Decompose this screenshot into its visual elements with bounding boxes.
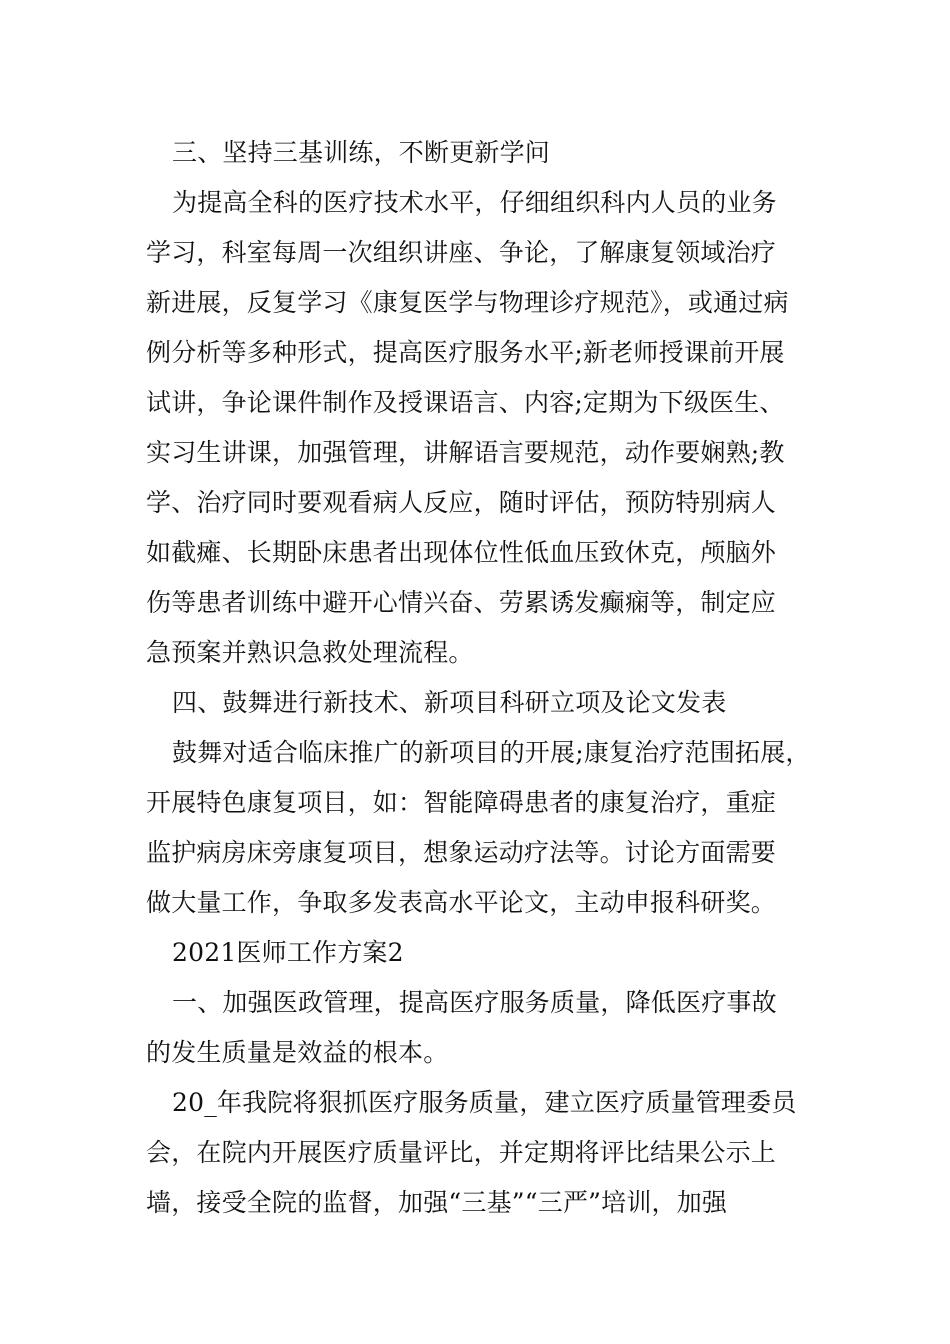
paragraph-line: 例分析等多种形式，提高医疗服务水平;新老师授课前开展	[146, 338, 785, 367]
paragraph-line: 伤等患者训练中避开心情兴奋、劳累诱发癫痫等，制定应	[146, 588, 777, 617]
paragraph-line: 开展特色康复项目，如：智能障碍患者的康复治疗，重症	[146, 788, 777, 817]
paragraph-line: 实习生讲课，加强管理，讲解语言要规范，动作要娴熟;教	[146, 438, 785, 467]
paragraph-line: 墙，接受全院的监督，加强“三基”“三严”培训，加强	[146, 1188, 728, 1217]
paragraph-line: 学、治疗同时要观看病人反应，随时评估，预防特别病人	[146, 488, 777, 517]
paragraph-line: 如截瘫、长期卧床患者出现体位性低血压致休克，颅脑外	[146, 538, 777, 567]
document-section-title: 2021医师工作方案2	[172, 938, 404, 967]
paragraph-line: 做大量工作，争取多发表高水平论文，主动申报科研奖。	[146, 888, 777, 917]
paragraph-line: 学习，科室每周一次组织讲座、争论，了解康复领域治疗	[146, 238, 777, 267]
paragraph-line: 试讲，争论课件制作及授课语言、内容;定期为下级医生、	[146, 388, 785, 417]
paragraph-line: 为提高全科的医疗技术水平，仔细组织科内人员的业务	[172, 188, 777, 217]
section-heading-1: 一、加强医政管理，提高医疗服务质量，降低医疗事故	[172, 988, 777, 1017]
paragraph-line: 监护病房床旁康复项目，想象运动疗法等。讨论方面需要	[146, 838, 777, 867]
section-heading-4: 四、鼓舞进行新技术、新项目科研立项及论文发表	[172, 688, 727, 717]
paragraph-line: 的发生质量是效益的根本。	[146, 1038, 449, 1067]
paragraph-line: 20_年我院将狠抓医疗服务质量，建立医疗质量管理委员	[172, 1088, 797, 1117]
paragraph-line: 新进展，反复学习《康复医学与物理诊疗规范》，或通过病	[146, 288, 789, 317]
section-heading-3: 三、坚持三基训练，不断更新学问	[172, 138, 551, 167]
paragraph-line: 急预案并熟识急救处理流程。	[146, 638, 474, 667]
paragraph-line: 鼓舞对适合临床推广的新项目的开展;康复治疗范围拓展，	[172, 738, 811, 767]
paragraph-line: 会，在院内开展医疗质量评比，并定期将评比结果公示上	[146, 1138, 777, 1167]
